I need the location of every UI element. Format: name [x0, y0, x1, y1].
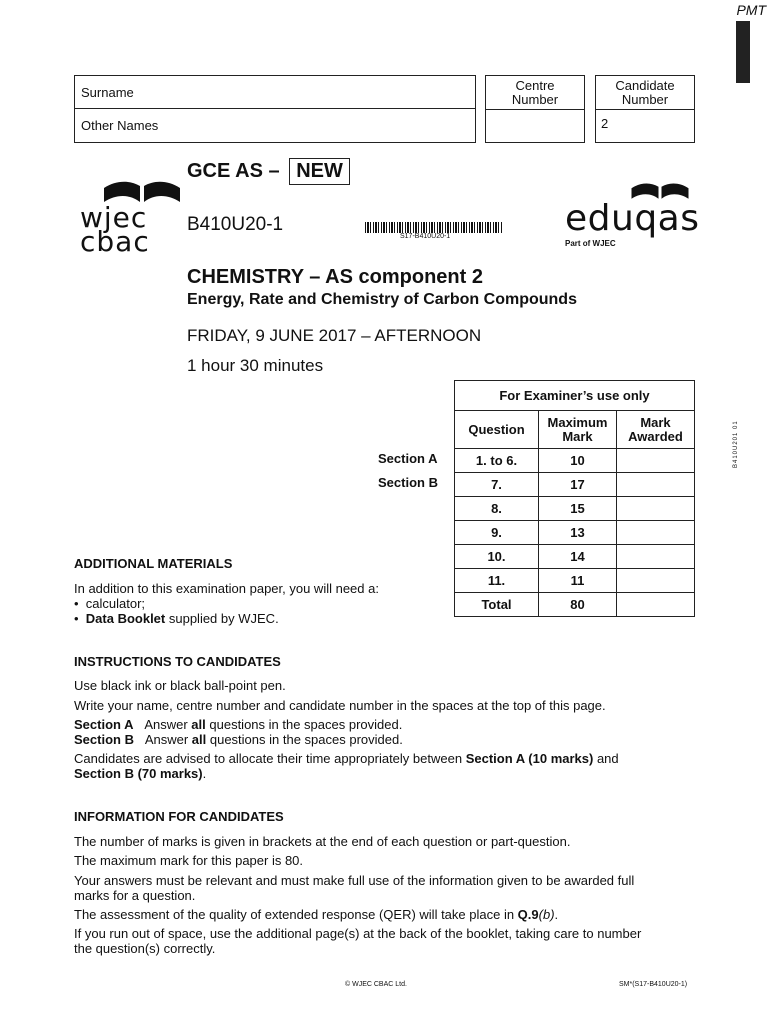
- info-line4: [74, 907, 558, 922]
- copyright: © WJEC CBAC Ltd.: [345, 981, 407, 988]
- mark-awarded-cell[interactable]: [617, 545, 695, 569]
- qualification-title: [187, 158, 350, 185]
- data-booklet-label: Data Booklet: [85, 611, 166, 626]
- surname-label: Surname: [81, 84, 134, 100]
- question-cell: 11.: [455, 569, 539, 593]
- mark-awarded-cell[interactable]: [617, 569, 695, 593]
- margin-bar: [736, 21, 750, 83]
- question-cell: Total: [455, 593, 539, 617]
- candidate-label-1: Candidate: [615, 77, 675, 93]
- eduqas-subtext: Part of WJEC: [565, 239, 616, 248]
- materials-item: • Data Booklet supplied by WJEC.: [74, 611, 279, 626]
- col-award-line1: Mark: [640, 414, 671, 430]
- col-max-line2: Mark: [562, 428, 593, 444]
- subject-subtitle: Energy, Rate and Chemistry of Carbon Compounds: [187, 291, 577, 308]
- exam-duration: 1 hour 30 minutes: [187, 356, 324, 375]
- paper-code: B410U20-1: [187, 214, 284, 235]
- vertical-paper-code: B410U201 01: [733, 420, 739, 468]
- instruction-advice: [74, 751, 694, 781]
- info-line5a: If you run out of space, use the additional page(s) at the back of the booklet, taking care to number: [74, 926, 642, 941]
- sec-a-post: questions in the spaces provided.: [205, 717, 403, 732]
- col-max-line1: Maximum: [547, 414, 608, 430]
- info-line4-italic: (b): [538, 907, 555, 922]
- barcode-label: S17-B410U20-1: [400, 233, 451, 240]
- max-mark-cell: 17: [539, 473, 617, 497]
- info-line3a: Your answers must be relevant and must make full use of the information given to be awarded full: [74, 873, 635, 888]
- col-mark-awarded: [617, 411, 695, 449]
- materials-item1: calculator;: [85, 596, 146, 611]
- materials-item2-rest: supplied by WJEC.: [165, 611, 279, 626]
- info-line5b: the question(s) correctly.: [74, 941, 216, 956]
- centre-number-box: [485, 75, 585, 143]
- sec-b-pre: Answer: [144, 732, 192, 747]
- cbac-text: cbac: [80, 225, 150, 258]
- table-row: [455, 449, 695, 473]
- col-award-line2: Awarded: [628, 428, 683, 444]
- question-cell: 10.: [455, 545, 539, 569]
- max-mark-cell: 11: [539, 569, 617, 593]
- instructions-heading: INSTRUCTIONS TO CANDIDATES: [74, 654, 281, 669]
- info-line3: [74, 873, 694, 903]
- info-line1: The number of marks is given in brackets at the end of each question or part-question.: [74, 834, 571, 849]
- instruction-section-b: [74, 732, 403, 747]
- question-cell: 1. to 6.: [455, 449, 539, 473]
- other-names-field[interactable]: [75, 109, 475, 142]
- footer-code: SM*(S17-B410U20-1): [619, 981, 688, 988]
- other-names-label: Other Names: [81, 118, 159, 133]
- mark-awarded-cell[interactable]: [617, 521, 695, 545]
- subject-title: CHEMISTRY – AS component 2: [187, 266, 483, 288]
- mark-awarded-cell[interactable]: [617, 497, 695, 521]
- max-mark-cell: 13: [539, 521, 617, 545]
- sec-a-pre: Answer: [144, 717, 192, 732]
- information-heading: INFORMATION FOR CANDIDATES: [74, 809, 284, 824]
- sec-b-label: Section B: [74, 732, 134, 747]
- mark-awarded-cell[interactable]: [617, 449, 695, 473]
- candidate-number-box: [595, 75, 695, 143]
- col-maximum-mark: [539, 411, 617, 449]
- table-row: [455, 545, 695, 569]
- info-line5: [74, 926, 694, 956]
- sec-b-bold: all: [191, 732, 207, 747]
- advice-pre: Candidates are advised to allocate their time appropriately between: [74, 751, 466, 766]
- pmt-watermark: PMT: [736, 2, 766, 18]
- examiner-table-title: For Examiner’s use only: [455, 381, 695, 411]
- sec-a-bold: all: [191, 717, 206, 732]
- info-line4-bold: Q.9: [517, 907, 539, 922]
- max-mark-cell: 14: [539, 545, 617, 569]
- wjec-text: wjec: [80, 201, 148, 234]
- question-cell: 9.: [455, 521, 539, 545]
- table-row: [455, 497, 695, 521]
- table-row: [455, 521, 695, 545]
- info-line4-end: .: [554, 907, 559, 922]
- centre-label-2: Number: [511, 91, 559, 107]
- centre-label-1: Centre: [515, 77, 555, 93]
- eduqas-text: eduqas: [565, 198, 700, 239]
- barcode: [365, 222, 503, 233]
- mark-awarded-cell[interactable]: [617, 473, 695, 497]
- table-row: [455, 473, 695, 497]
- table-row: [455, 593, 695, 617]
- max-mark-cell: 10: [539, 449, 617, 473]
- instruction-line1: Use black ink or black ball-point pen.: [74, 678, 286, 693]
- advice-section-b: Section B (70 marks): [74, 766, 203, 781]
- advice-section-a: Section A (10 marks): [465, 751, 594, 766]
- col-question: Question: [455, 411, 539, 449]
- materials-intro: In addition to this examination paper, you will need a:: [74, 581, 379, 596]
- mark-awarded-cell[interactable]: [617, 593, 695, 617]
- info-line2: The maximum mark for this paper is 80.: [74, 853, 304, 868]
- candidate-name-box: [74, 75, 476, 143]
- sec-b-post: questions in the spaces provided.: [206, 732, 403, 747]
- examiner-marks-table: [454, 380, 695, 617]
- advice-end: .: [202, 766, 207, 781]
- gce-label: GCE AS –: [187, 160, 280, 182]
- sec-a-label: Section A: [74, 717, 134, 732]
- max-mark-cell: 15: [539, 497, 617, 521]
- instruction-line2: Write your name, centre number and candidate number in the spaces at the top of this page.: [74, 698, 606, 713]
- candidate-number-field[interactable]: 2: [601, 116, 609, 131]
- new-badge: NEW: [289, 158, 350, 185]
- info-line3b: marks for a question.: [74, 888, 196, 903]
- candidate-label-2: Number: [621, 91, 669, 107]
- advice-and: and: [593, 751, 619, 766]
- info-line4-pre: The assessment of the quality of extended response (QER) will take place in: [74, 907, 518, 922]
- wjec-logo: [80, 180, 170, 258]
- surname-field[interactable]: [75, 76, 475, 109]
- materials-item: • calculator;: [74, 596, 146, 611]
- section-b-label: Section B: [378, 475, 438, 490]
- max-mark-cell: 80: [539, 593, 617, 617]
- instruction-section-a: [74, 717, 402, 732]
- section-a-label: Section A: [378, 451, 438, 466]
- centre-number-field[interactable]: [486, 110, 584, 122]
- materials-heading: ADDITIONAL MATERIALS: [74, 556, 233, 571]
- question-cell: 8.: [455, 497, 539, 521]
- table-row: [455, 569, 695, 593]
- exam-date: FRIDAY, 9 JUNE 2017 – AFTERNOON: [187, 326, 482, 345]
- eduqas-logo: [565, 180, 699, 248]
- question-cell: 7.: [455, 473, 539, 497]
